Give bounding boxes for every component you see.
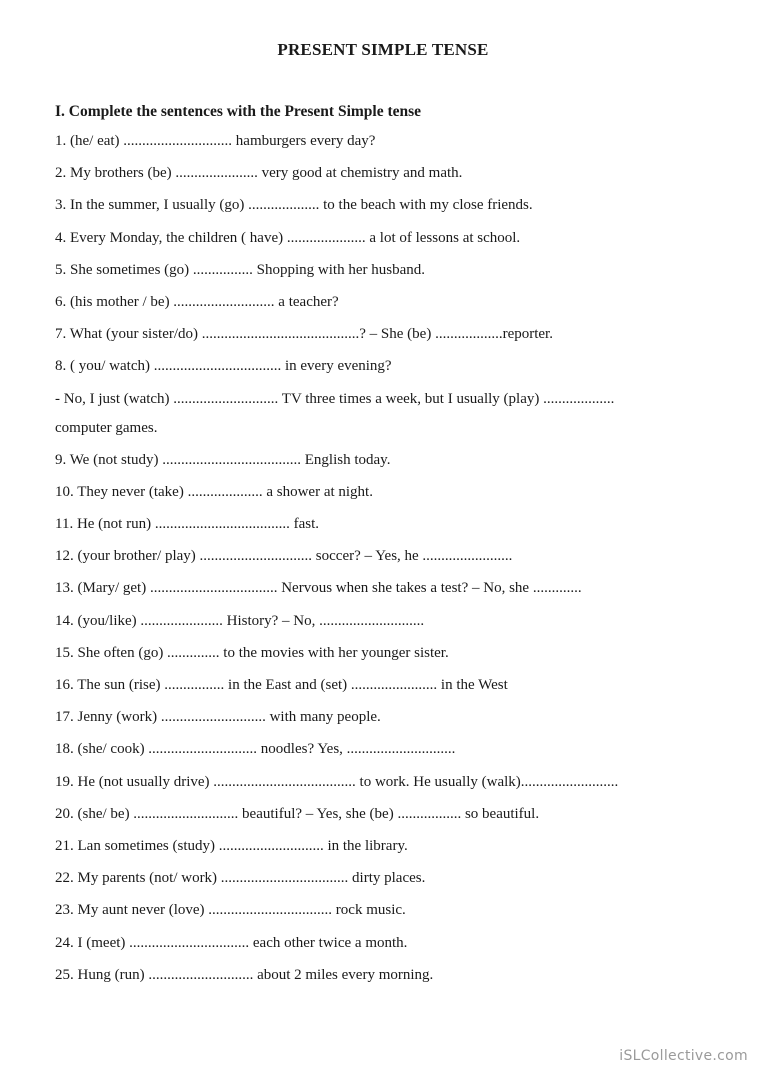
exercise-line: 15. She often (go) .............. to the movies with her younger sister. bbox=[55, 644, 449, 661]
watermark: iSLCollective.com bbox=[619, 1048, 748, 1064]
exercise-line: - No, I just (watch) ............................ TV three times a week, but I usually (play) ................... bbox=[55, 390, 615, 407]
exercise-line: 22. My parents (not/ work) .................................. dirty places. bbox=[55, 870, 426, 887]
exercise-line: 11. He (not run) .................................... fast. bbox=[55, 516, 319, 533]
exercise-line: 16. The sun (rise) ................ in the East and (set) ....................... in the West bbox=[55, 677, 508, 693]
exercise-list bbox=[55, 131, 735, 997]
exercise-line: 18. (she/ cook) ............................. noodles? Yes, ............................. bbox=[55, 741, 456, 758]
exercise-line: 17. Jenny (work) ............................ with many people. bbox=[55, 709, 381, 726]
exercise-line: 1. (he/ eat) ............................. hamburgers every day? bbox=[55, 133, 376, 149]
exercise-line: 5. She sometimes (go) ................ Shopping with her husband. bbox=[55, 261, 425, 278]
exercise-line: 7. What (your sister/do) ..........................................? – She (be) ..................reporter. bbox=[55, 326, 553, 343]
exercise-line: 10. They never (take) .................... a shower at night. bbox=[55, 483, 373, 500]
exercise-line: 25. Hung (run) ............................ about 2 miles every morning. bbox=[55, 966, 434, 983]
exercise-line: 14. (you/like) ...................... History? – No, ............................ bbox=[55, 612, 425, 629]
exercise-line: 20. (she/ be) ............................ beautiful? – Yes, she (be) ................. so beautiful. bbox=[55, 805, 540, 822]
exercise-line: 13. (Mary/ get) .................................. Nervous when she takes a test? – No, she ............. bbox=[55, 580, 582, 597]
page-title: PRESENT SIMPLE TENSE bbox=[277, 40, 489, 59]
exercise-line: 24. I (meet) ................................ each other twice a month. bbox=[55, 934, 408, 951]
exercise-line: 12. (your brother/ play) .............................. soccer? – Yes, he ........................ bbox=[55, 548, 513, 565]
exercise-line: 8. ( you/ watch) .................................. in every evening? bbox=[55, 358, 392, 375]
exercise-line: 19. He (not usually drive) ...................................... to work. He usually (walk).......................... bbox=[55, 773, 619, 790]
exercise-line: 6. (his mother / be) ........................... a teacher? bbox=[55, 293, 339, 310]
exercise-line: 23. My aunt never (love) ................................. rock music. bbox=[55, 902, 406, 919]
exercise-line: 2. My brothers (be) ...................... very good at chemistry and math. bbox=[55, 165, 463, 182]
exercise-line: 3. In the summer, I usually (go) ................... to the beach with my close friends. bbox=[55, 197, 533, 214]
exercise-line-continuation: computer games. bbox=[55, 419, 158, 436]
section-heading: I. Complete the sentences with the Present Simple tense bbox=[55, 103, 422, 120]
exercise-line: 4. Every Monday, the children ( have) ..................... a lot of lessons at school. bbox=[55, 229, 521, 246]
exercise-line: 9. We (not study) ..................................... English today. bbox=[55, 451, 391, 468]
exercise-line: 21. Lan sometimes (study) ............................ in the library. bbox=[55, 837, 408, 854]
